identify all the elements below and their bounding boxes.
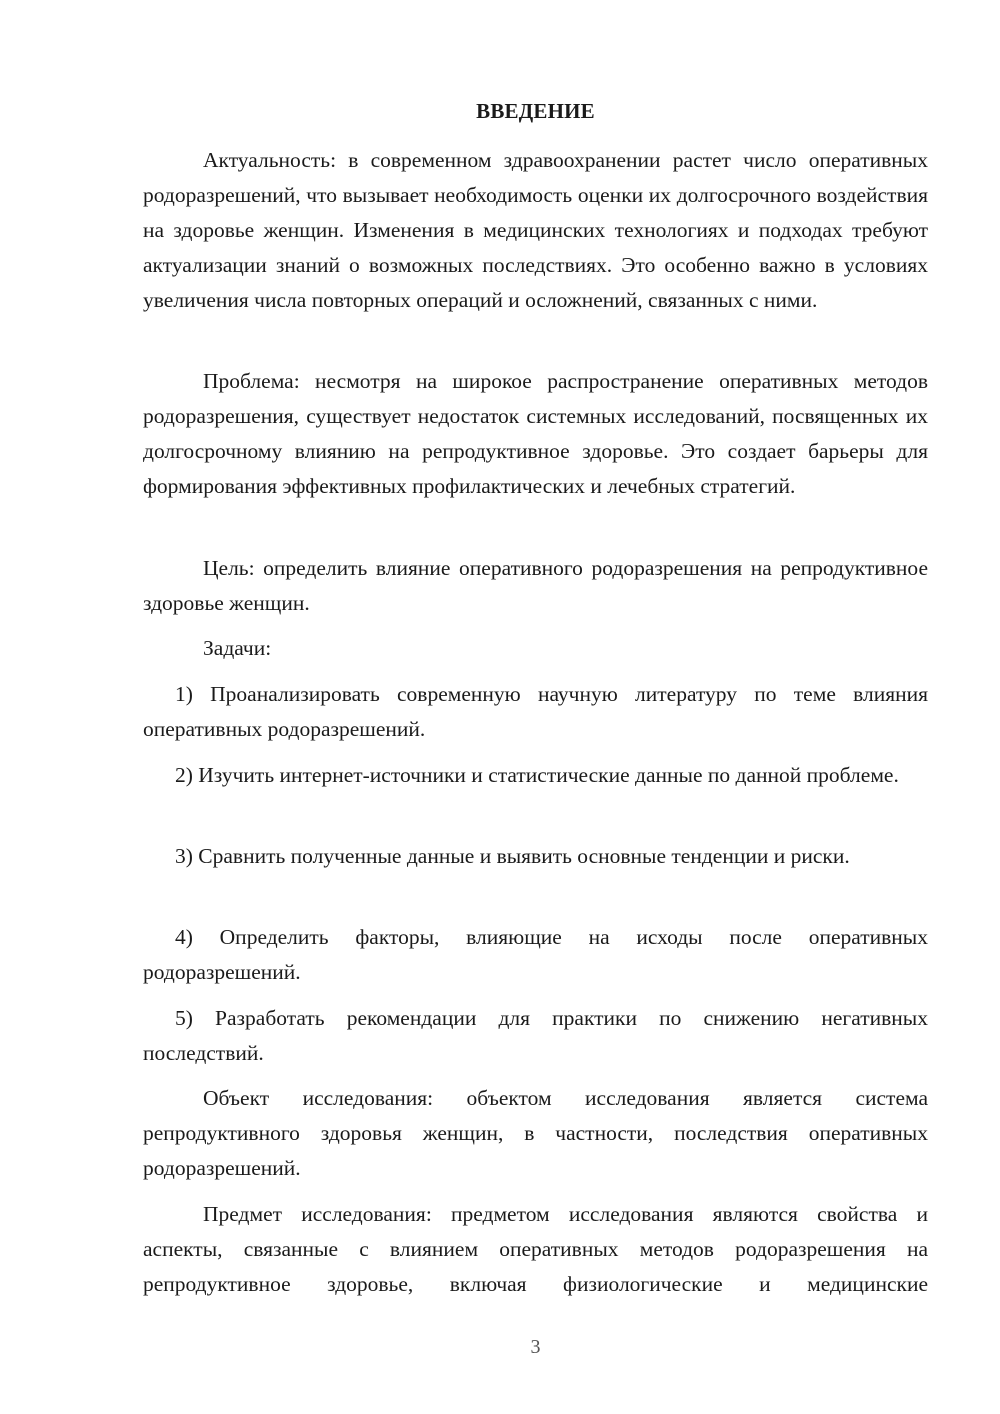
paragraph-problem: Проблема: несмотря на широкое распространение оперативных методов родоразрешения, существует недостаток системных исследований, посвященных их долгосрочному влиянию на репродуктивное здоровье. Это создает барьеры для формирования эффективных профилактических и лечебных стратегий.: [143, 369, 928, 498]
document-page: [143, 0, 928, 1414]
task-item-3: 3) Сравнить полученные данные и выявить основные тенденции и риски.: [175, 844, 850, 868]
task-item-5: 5) Разработать рекомендации для практики по снижению негативных последствий.: [143, 1006, 928, 1065]
task-item-2: 2) Изучить интернет-источники и статистические данные по данной проблеме.: [175, 763, 899, 787]
task-item-1: 1) Проанализировать современную научную литературу по теме влияния оперативных родоразрешений.: [143, 682, 928, 741]
paragraph-subject: Предмет исследования: предметом исследования являются свойства и аспекты, связанные с влиянием оперативных методов родоразрешения на репродуктивное здоровье, включая физиологические и медицинские: [143, 1202, 928, 1296]
paragraph-object: Объект исследования: объектом исследования является система репродуктивного здоровья женщин, в частности, последствия оперативных родоразрешений.: [143, 1086, 928, 1180]
paragraph-goal: Цель: определить влияние оперативного родоразрешения на репродуктивное здоровье женщин.: [143, 556, 928, 615]
paragraph-relevance: Актуальность: в современном здравоохранении растет число оперативных родоразрешений, что вызывает необходимость оценки их долгосрочного воздействия на здоровье женщин. Изменения в медицинских технологиях и подходах требуют актуализации знаний о возможных последствиях. Это особенно важно в условиях увеличения числа повторных операций и осложнений, связанных с ними.: [143, 148, 928, 312]
section-title: ВВЕДЕНИЕ: [476, 99, 595, 123]
tasks-heading: Задачи:: [203, 636, 272, 660]
page-number: 3: [530, 1336, 541, 1358]
task-item-4: 4) Определить факторы, влияющие на исходы после оперативных родоразрешений.: [143, 925, 928, 984]
